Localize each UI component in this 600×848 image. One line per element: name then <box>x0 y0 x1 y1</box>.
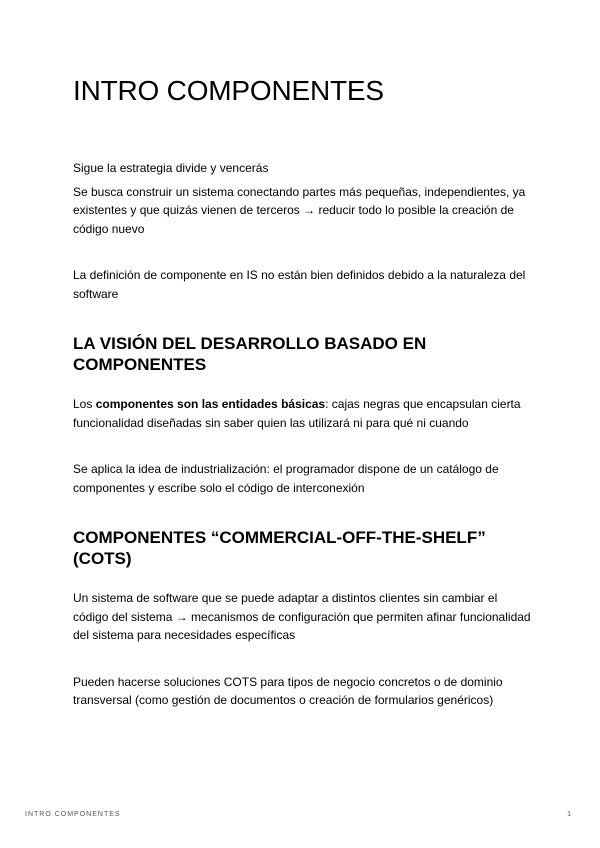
section1-paragraph-1-prefix: Los <box>73 397 96 411</box>
section-heading-cots: COMPONENTES “COMMERCIAL-OFF-THE-SHELF” (COTS) <box>73 528 486 568</box>
footer-running-title: INTRO COMPONENTES <box>25 811 121 818</box>
section1-paragraph-1-bold: componentes son las entidades básicas <box>95 397 326 411</box>
section2-paragraph-2: Pueden hacerse soluciones COTS para tipos de negocio concretos o de dominio transversal (como gestión de documentos o creación de formularios genéricos) <box>73 674 503 707</box>
footer-page-number: 1 <box>567 811 571 818</box>
section1-paragraph-1 <box>73 395 533 432</box>
intro-paragraph-2: Se busca construir un sistema conectando partes más pequeñas, independientes, ya existentes y que quizás vienen de terceros → reducir todo lo posible la creación de código nuevo <box>73 184 526 236</box>
page-content <box>73 73 533 710</box>
section-heading-vision: LA VISIÓN DEL DESARROLLO BASADO EN COMPONENTES <box>73 334 427 374</box>
intro-paragraph-3: La definición de componente en IS no están bien definidos debido a la naturaleza del software <box>73 268 526 301</box>
section2-paragraph-1: Un sistema de software que se puede adaptar a distintos clientes sin cambiar el código del sistema → mecanismos de configuración que permiten afinar funcionalidad del sistema para necesidades específicas <box>73 591 531 642</box>
section1-paragraph-1-suffix: : cajas negras que encapsulan cierta funcionalidad diseñadas sin saber quien las utilizará ni para qué ni cuando <box>73 397 521 430</box>
document-title: INTRO COMPONENTES <box>73 75 384 106</box>
section1-paragraph-2: Se aplica la idea de industrialización: el programador dispone de un catálogo de componentes y escribe solo el código de interconexión <box>73 462 499 495</box>
intro-paragraph-1: Sigue la estrategia divide y vencerás <box>73 161 269 175</box>
